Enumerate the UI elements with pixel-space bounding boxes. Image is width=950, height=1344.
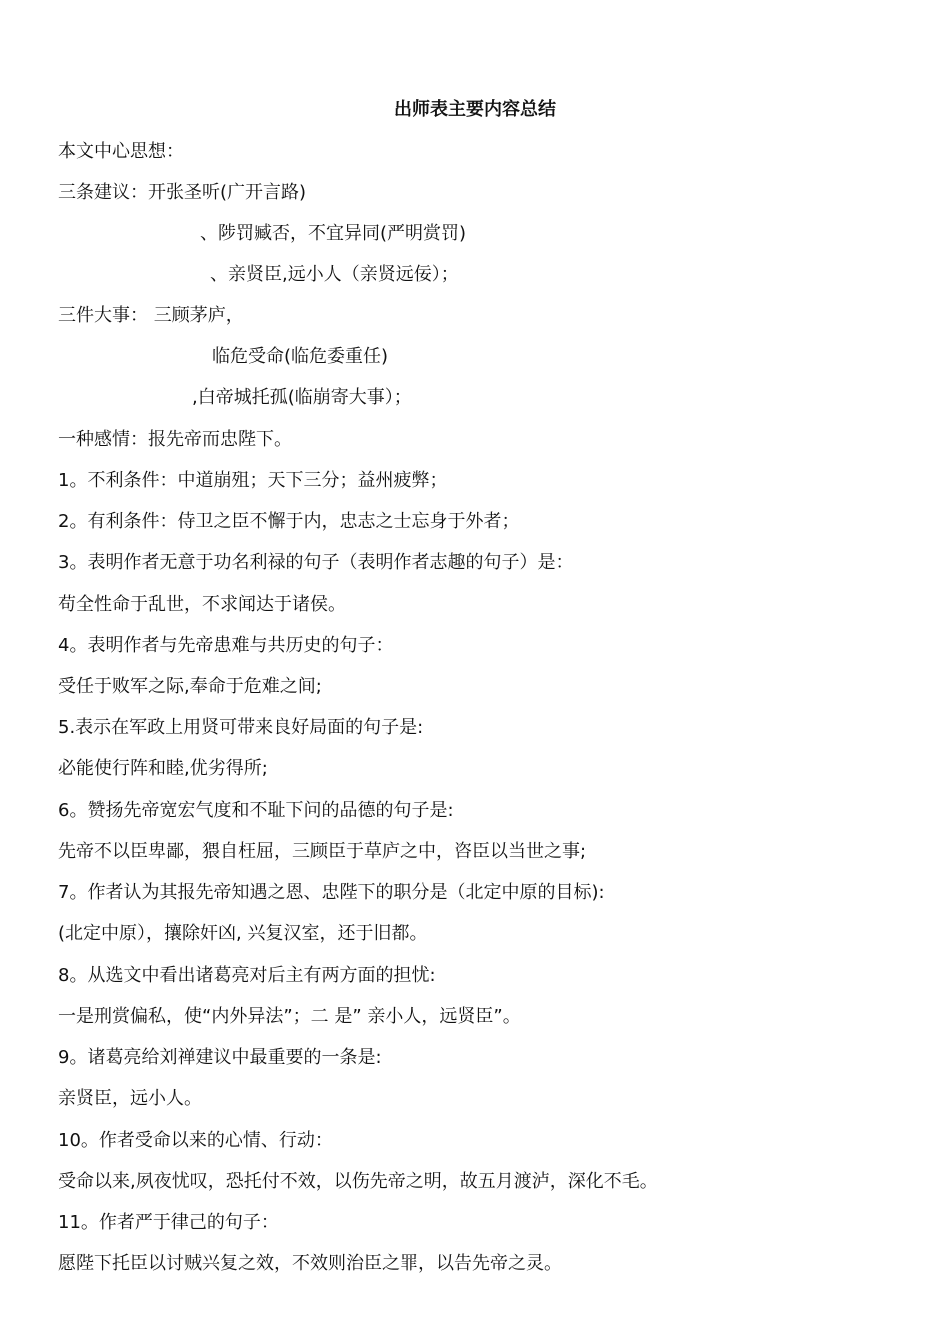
text-line: 一种感情：报先帝而忠陛下。 xyxy=(58,429,292,450)
text-line: 9。诸葛亮给刘禅建议中最重要的一条是: xyxy=(58,1047,382,1068)
text-line: 2。有利条件：侍卫之臣不懈于内，忠志之士忘身于外者； xyxy=(58,511,520,532)
text-line: 、亲贤臣,远小人（亲贤远佞）； xyxy=(210,264,459,285)
text-line: 4。表明作者与先帝患难与共历史的句子： xyxy=(58,635,394,656)
text-line: 三条建议：开张圣听(广开言路) xyxy=(58,182,307,203)
text-line: 7。作者认为其报先帝知遇之恩、忠陛下的职分是（北定中原的目标): xyxy=(58,882,605,903)
text-line: 1。不利条件：中道崩殂；天下三分；益州疲弊； xyxy=(58,470,448,491)
text-line: 临危受命(临危委重任) xyxy=(212,346,389,367)
text-line: 本文中心思想： xyxy=(58,141,184,162)
text-line: 10。作者受命以来的心情、行动： xyxy=(58,1130,333,1151)
text-line: 亲贤臣，远小人。 xyxy=(58,1088,202,1109)
text-line: 5.表示在军政上用贤可带来良好局面的句子是: xyxy=(58,717,424,738)
text-line: 苟全性命于乱世，不求闻达于诸侯。 xyxy=(58,594,346,615)
text-line: 、陟罚臧否，不宜异同(严明赏罚) xyxy=(200,223,467,244)
text-line: 受任于败军之际,奉命于危难之间; xyxy=(58,676,322,697)
text-line: 受命以来,夙夜忧叹，恐托付不效，以伤先帝之明，故五月渡泸，深化不毛。 xyxy=(58,1171,658,1192)
text-line: 三件大事： 三顾茅庐， xyxy=(58,305,244,326)
text-line: 愿陛下托臣以讨贼兴复之效，不效则治臣之罪，以告先帝之灵。 xyxy=(58,1253,562,1274)
text-line: 3。表明作者无意于功名利禄的句子（表明作者志趣的句子）是： xyxy=(58,552,574,573)
text-line: 6。赞扬先帝宽宏气度和不耻下问的品德的句子是: xyxy=(58,800,454,821)
text-line: 11。作者严于律己的句子： xyxy=(58,1212,279,1233)
text-line: 一是刑赏偏私，使“内外异法”；二 是” 亲小人，远贤臣”。 xyxy=(58,1006,521,1027)
text-line: 先帝不以臣卑鄙，猥自枉屈，三顾臣于草庐之中，咨臣以当世之事; xyxy=(58,841,587,862)
text-line: ,白帝城托孤(临崩寄大事）； xyxy=(192,387,412,408)
document-title: 出师表主要内容总结 xyxy=(394,99,556,120)
text-line: 8。从选文中看出诸葛亮对后主有两方面的担忧: xyxy=(58,965,436,986)
text-line: 必能使行阵和睦,优劣得所; xyxy=(58,758,268,779)
text-line: (北定中原），攘除奸凶, 兴复汉室，还于旧都。 xyxy=(58,923,428,944)
